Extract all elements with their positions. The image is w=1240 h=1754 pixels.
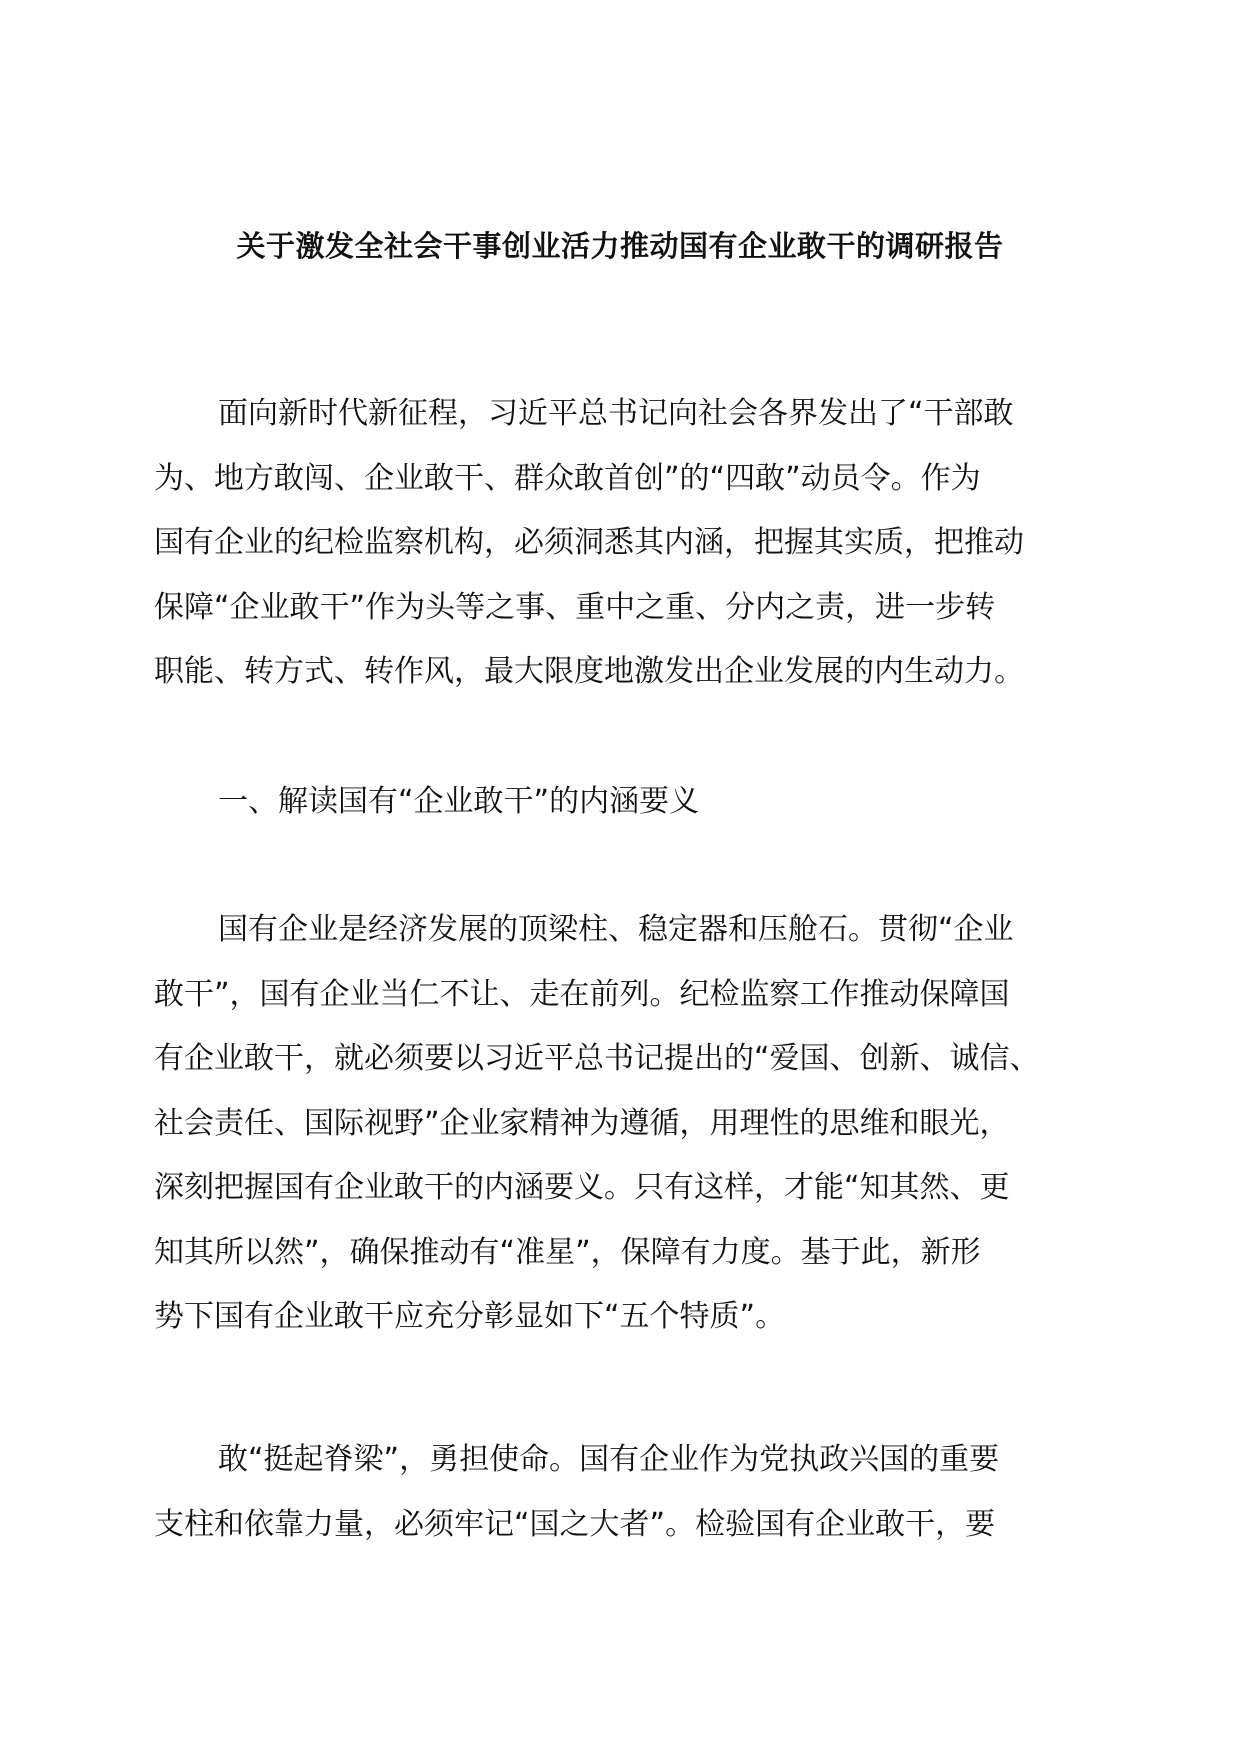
paragraph-line: 社会责任、国际视野”企业家精神为遵循，用理性的思维和眼光， xyxy=(154,1105,1010,1141)
paragraph-line: 国有企业的纪检监察机构，必须洞悉其内涵，把握其实质，把推动 xyxy=(154,525,1024,560)
section-heading xyxy=(154,770,1094,835)
paragraph-line: 保障“企业敢干”作为头等之事、重中之重、分内之责，进一步转 xyxy=(154,589,996,625)
paragraph-line: 知其所以然”，确保推动有“准星”，保障有力度。基于此，新形 xyxy=(154,1234,981,1270)
paragraph-line: 敢干”，国有企业当仁不让、走在前列。纪检监察工作推动保障国 xyxy=(154,976,1010,1012)
paragraph-line: 敢“挺起脊梁”，勇担使命。国有企业作为党执政兴国的重要 xyxy=(218,1442,1000,1477)
paragraph-line: 势下国有企业敢干应充分彰显如下“五个特质”。 xyxy=(154,1299,786,1334)
paragraph-line: 面向新时代新征程，习近平总书记向社会各界发出了“干部敢 xyxy=(218,396,1014,431)
intro-paragraph xyxy=(154,382,1094,705)
paragraph-line: 有企业敢干，就必须要以习近平总书记提出的“爱国、创新、诚信、 xyxy=(154,1041,1040,1076)
section-heading-text: 一、解读国有“企业敢干”的内涵要义 xyxy=(218,784,700,819)
paragraph-line: 职能、转方式、转作风，最大限度地激发出企业发展的内生动力。 xyxy=(154,654,1024,689)
paragraph-line: 深刻把握国有企业敢干的内涵要义。只有这样，才能“知其然、更 xyxy=(154,1170,1010,1205)
body-paragraph xyxy=(154,898,1094,1350)
paragraph-line: 为、地方敢闯、企业敢干、群众敢首创”的“四敢”动员令。作为 xyxy=(154,460,981,496)
document-title: 关于激发全社会干事创业活力推动国有企业敢干的调研报告 xyxy=(236,229,1004,263)
paragraph-line: 国有企业是经济发展的顶梁柱、稳定器和压舱石。贯彻“企业 xyxy=(218,912,1014,947)
body-paragraph xyxy=(154,1428,1094,1557)
paragraph-line: 支柱和依靠力量，必须牢记“国之大者”。检验国有企业敢干，要 xyxy=(154,1506,996,1542)
